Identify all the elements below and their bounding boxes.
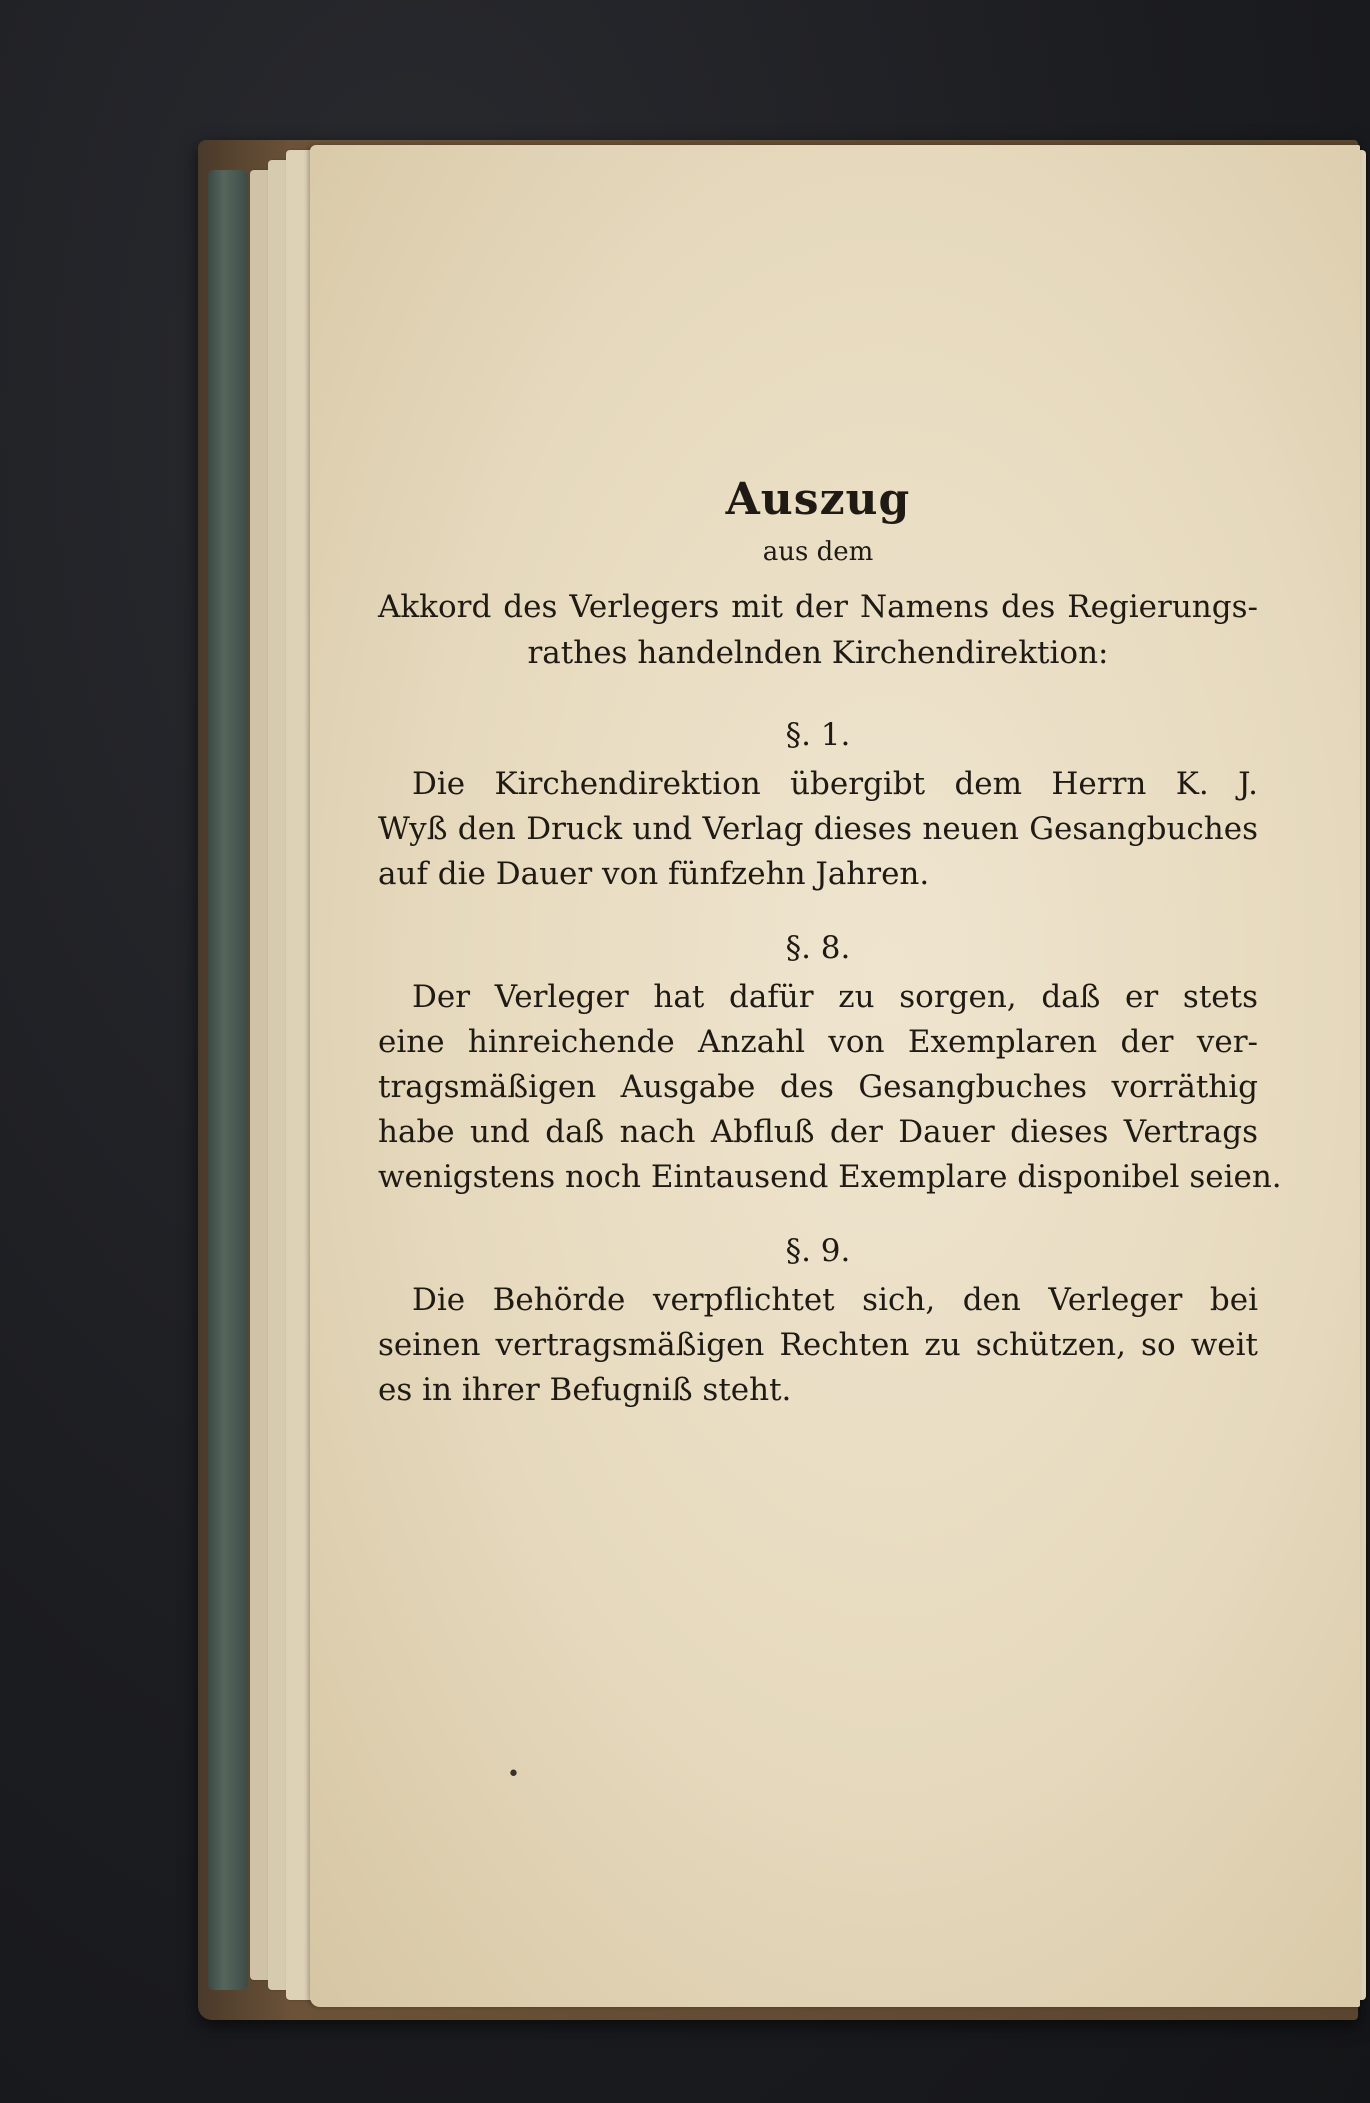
section-number: §. 1. [785, 717, 851, 753]
paragraph-line: seinen vertragsmäßigen Rechten zu schützen, so weit [378, 1327, 1258, 1363]
page-subtitle: aus dem [762, 537, 874, 567]
section-paragraph [378, 1278, 1258, 1413]
page-text [378, 470, 1282, 1413]
section-number: §. 9. [785, 1233, 851, 1269]
paragraph-line: Die Kirchendirektion übergibt dem Herrn K. J. [412, 766, 1258, 802]
heading-block [378, 584, 1258, 676]
paragraph-line: wenigstens noch Eintausend Exemplare disponibel seien. [378, 1159, 1282, 1195]
paragraph-line: tragsmäßigen Ausgabe des Gesangbuches vorräthig [378, 1069, 1258, 1105]
paragraph-line: Die Behörde verpflichtet sich, den Verleger bei [412, 1282, 1258, 1318]
book-spine [208, 170, 248, 1990]
paragraph-line: auf die Dauer von fünfzehn Jahren. [378, 856, 930, 892]
heading-line: rathes handelnden Kirchendirektion: [527, 635, 1109, 671]
paragraph-line: Der Verleger hat dafür zu sorgen, daß er stets [412, 979, 1258, 1015]
page-title: Auszug [725, 474, 911, 525]
section-paragraph [378, 975, 1282, 1200]
paragraph-line: habe und daß nach Abfluß der Dauer dieses Vertrags [378, 1114, 1258, 1150]
paragraph-line: eine hinreichende Anzahl von Exemplaren der ver- [378, 1024, 1258, 1060]
section-number: §. 8. [785, 930, 851, 966]
section-paragraph [378, 762, 1258, 897]
heading-line: Akkord des Verlegers mit der Namens des Regierungs- [378, 589, 1258, 625]
paragraph-line: es in ihrer Befugniß steht. [378, 1372, 792, 1408]
ink-speck: • [507, 1762, 520, 1787]
paragraph-line: Wyß den Druck und Verlag dieses neuen Gesangbuches [378, 811, 1258, 847]
